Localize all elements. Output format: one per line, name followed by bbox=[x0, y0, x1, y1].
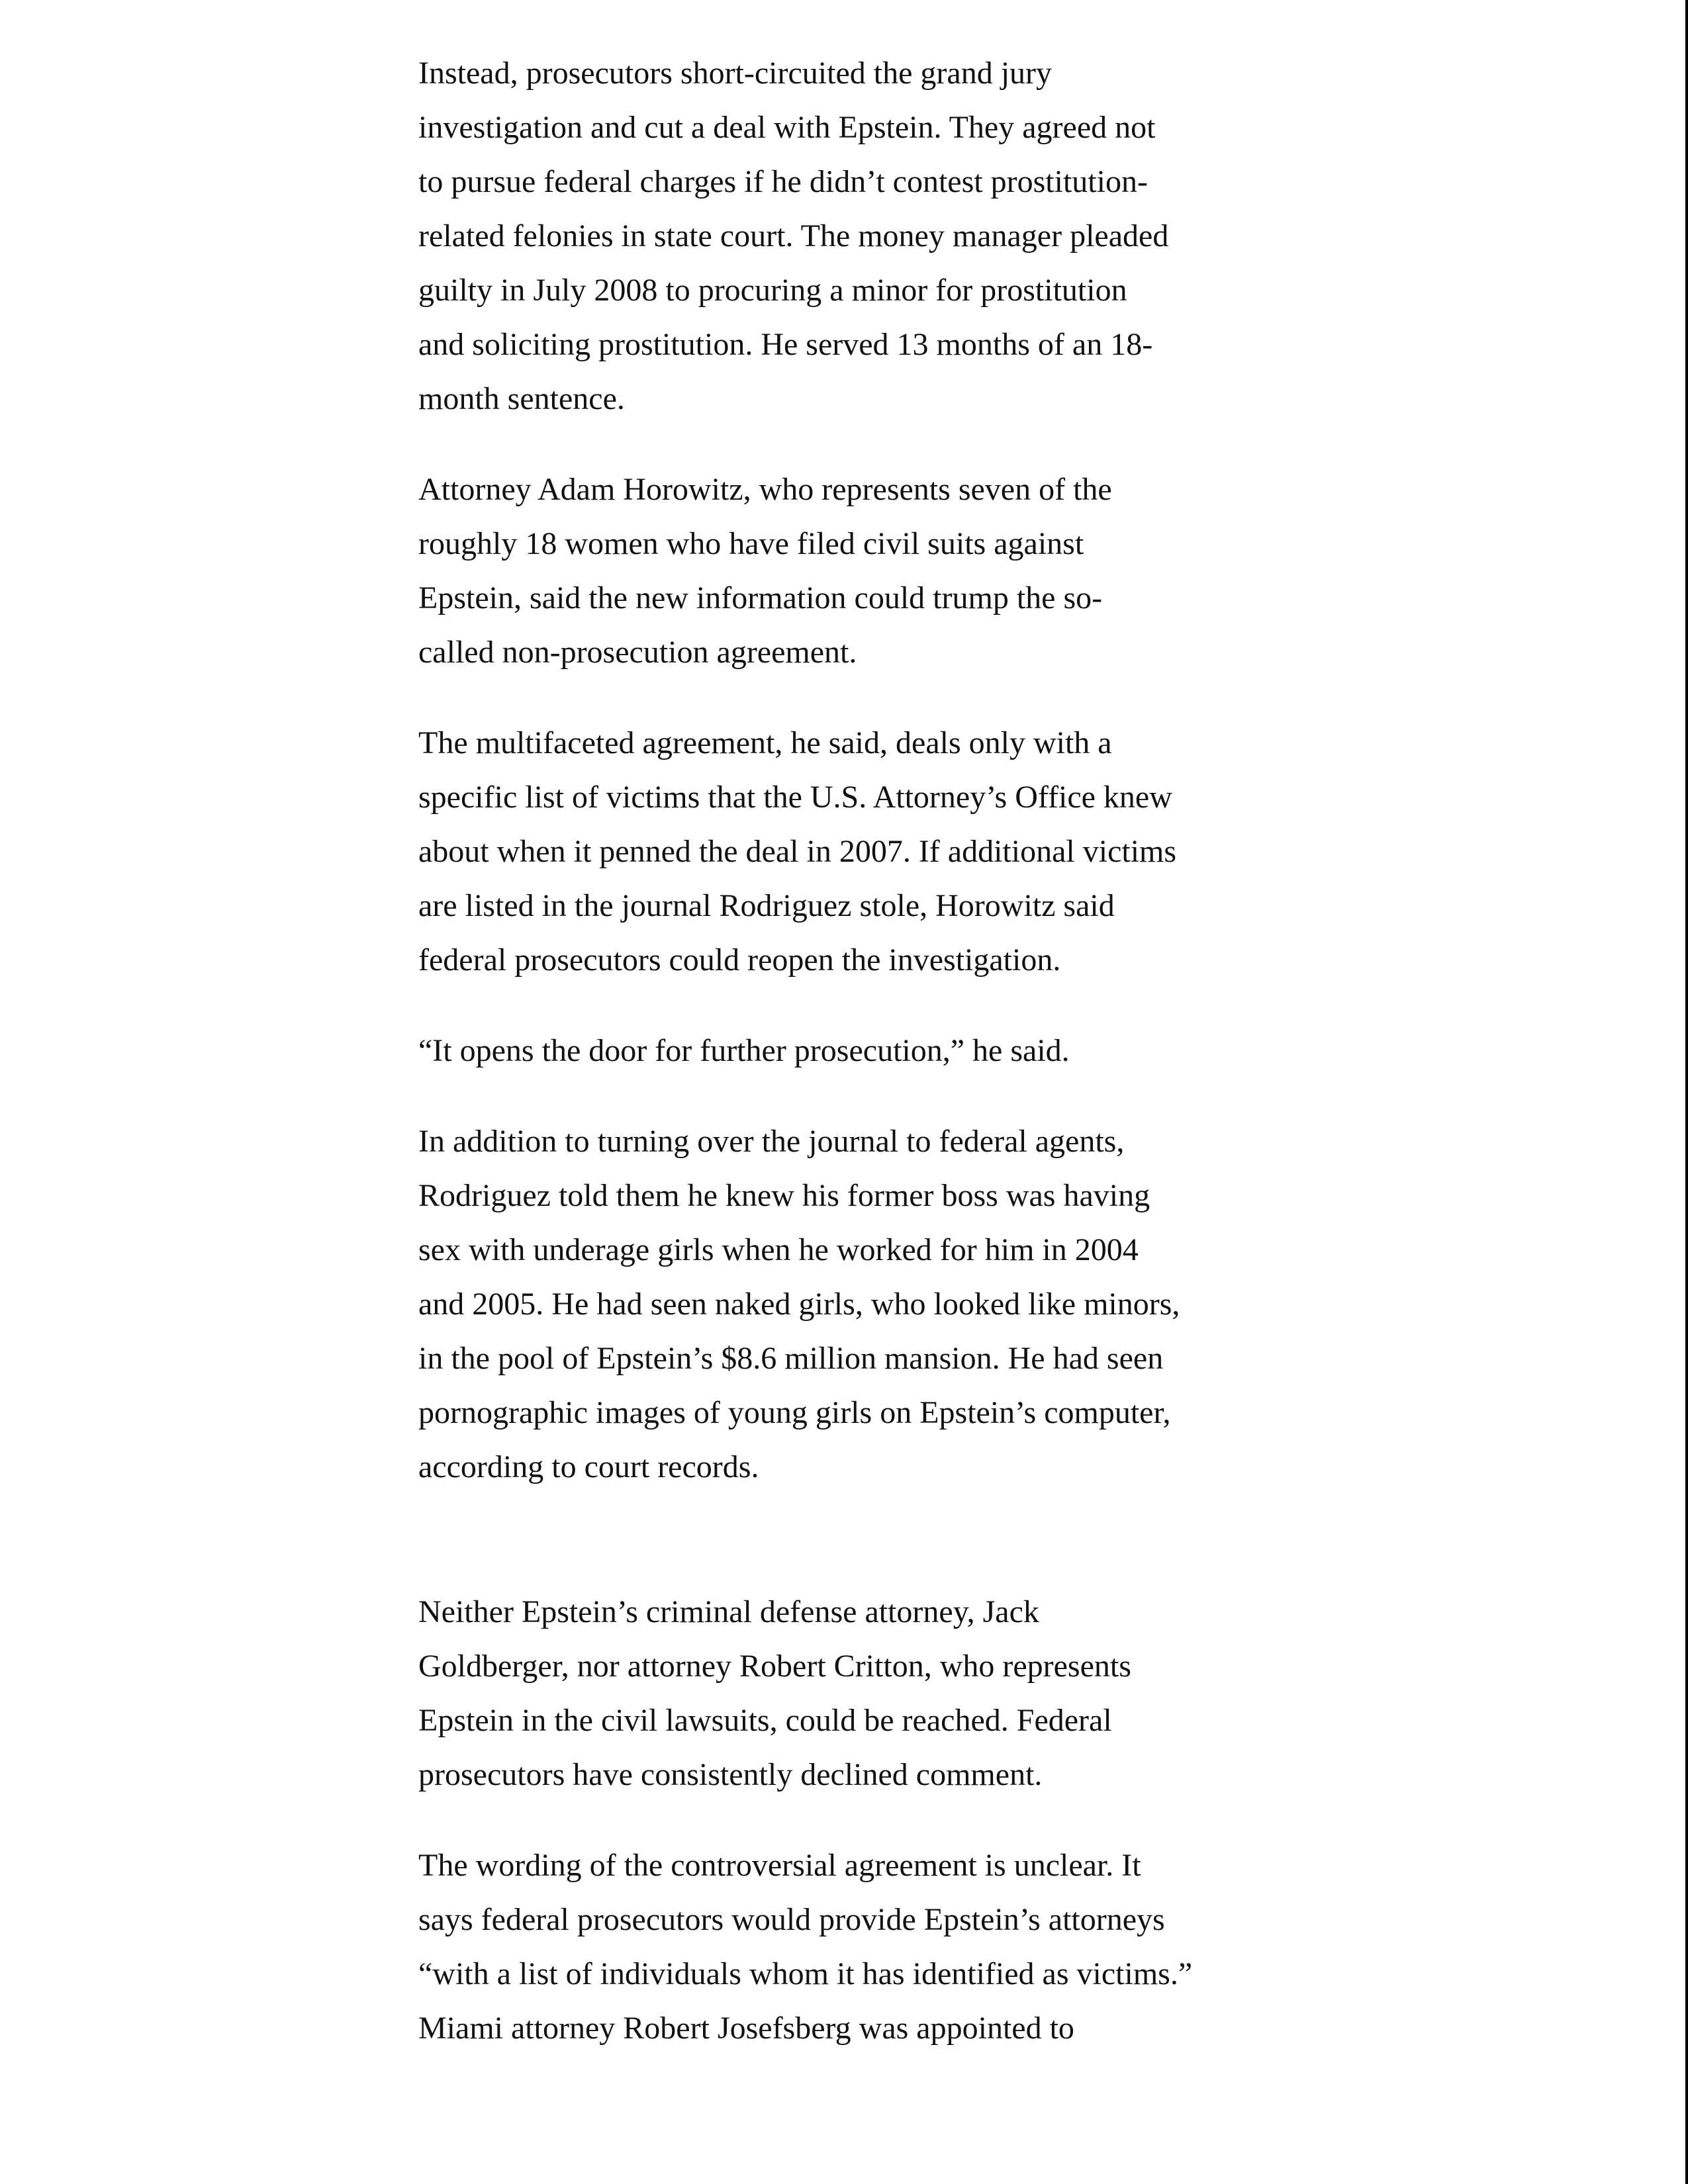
article-body bbox=[418, 46, 1279, 2092]
article-paragraph: Neither Epstein’s criminal defense attorney, Jack Goldberger, nor attorney Robert Critton, who represents Epstein in the civil lawsuits, could be reached. Federal prosecutors have consistently declined comment. bbox=[418, 1594, 1131, 1792]
article-paragraph: The wording of the controversial agreement is unclear. It says federal prosecutors would provide Epstein’s attorneys “with a list of individuals whom it has identified as victims.” Miami attorney Robert Josefsberg was appointed to bbox=[418, 1848, 1193, 2046]
article-paragraph: The multifaceted agreement, he said, deals only with a specific list of victims that the U.S. Attorney’s Office knew about when it penned the deal in 2007. If additional victims are listed in the journal Rodriguez stole, Horowitz said federal prosecutors could reopen the investigation. bbox=[418, 725, 1177, 978]
article-paragraph: Attorney Adam Horowitz, who represents seven of the roughly 18 women who have filed civil suits against Epstein, said the new information could trump the so- called non-prosecution agreement. bbox=[418, 472, 1112, 670]
article-paragraph: Instead, prosecutors short-circuited the grand jury investigation and cut a deal with Epstein. They agreed not to pursue federal charges if he didn’t contest prostitution- related felonies in state court. The money manager pleaded guilty in July 2008 to procuring a minor for prostitution and soliciting prostitution. He served 13 months of an 18- month sentence. bbox=[418, 56, 1169, 416]
article-paragraph: “It opens the door for further prosecution,” he said. bbox=[418, 1033, 1070, 1068]
page-edge-border bbox=[1685, 0, 1688, 2184]
article-paragraph: In addition to turning over the journal to federal agents, Rodriguez told them he knew his former boss was having sex with underage girls when he worked for him in 2004 and 2005. He had seen naked girls, who looked like minors, in the pool of Epstein’s $8.6 million mansion. He had seen pornographic images of young girls on Epstein’s computer, according to court records. bbox=[418, 1124, 1180, 1484]
